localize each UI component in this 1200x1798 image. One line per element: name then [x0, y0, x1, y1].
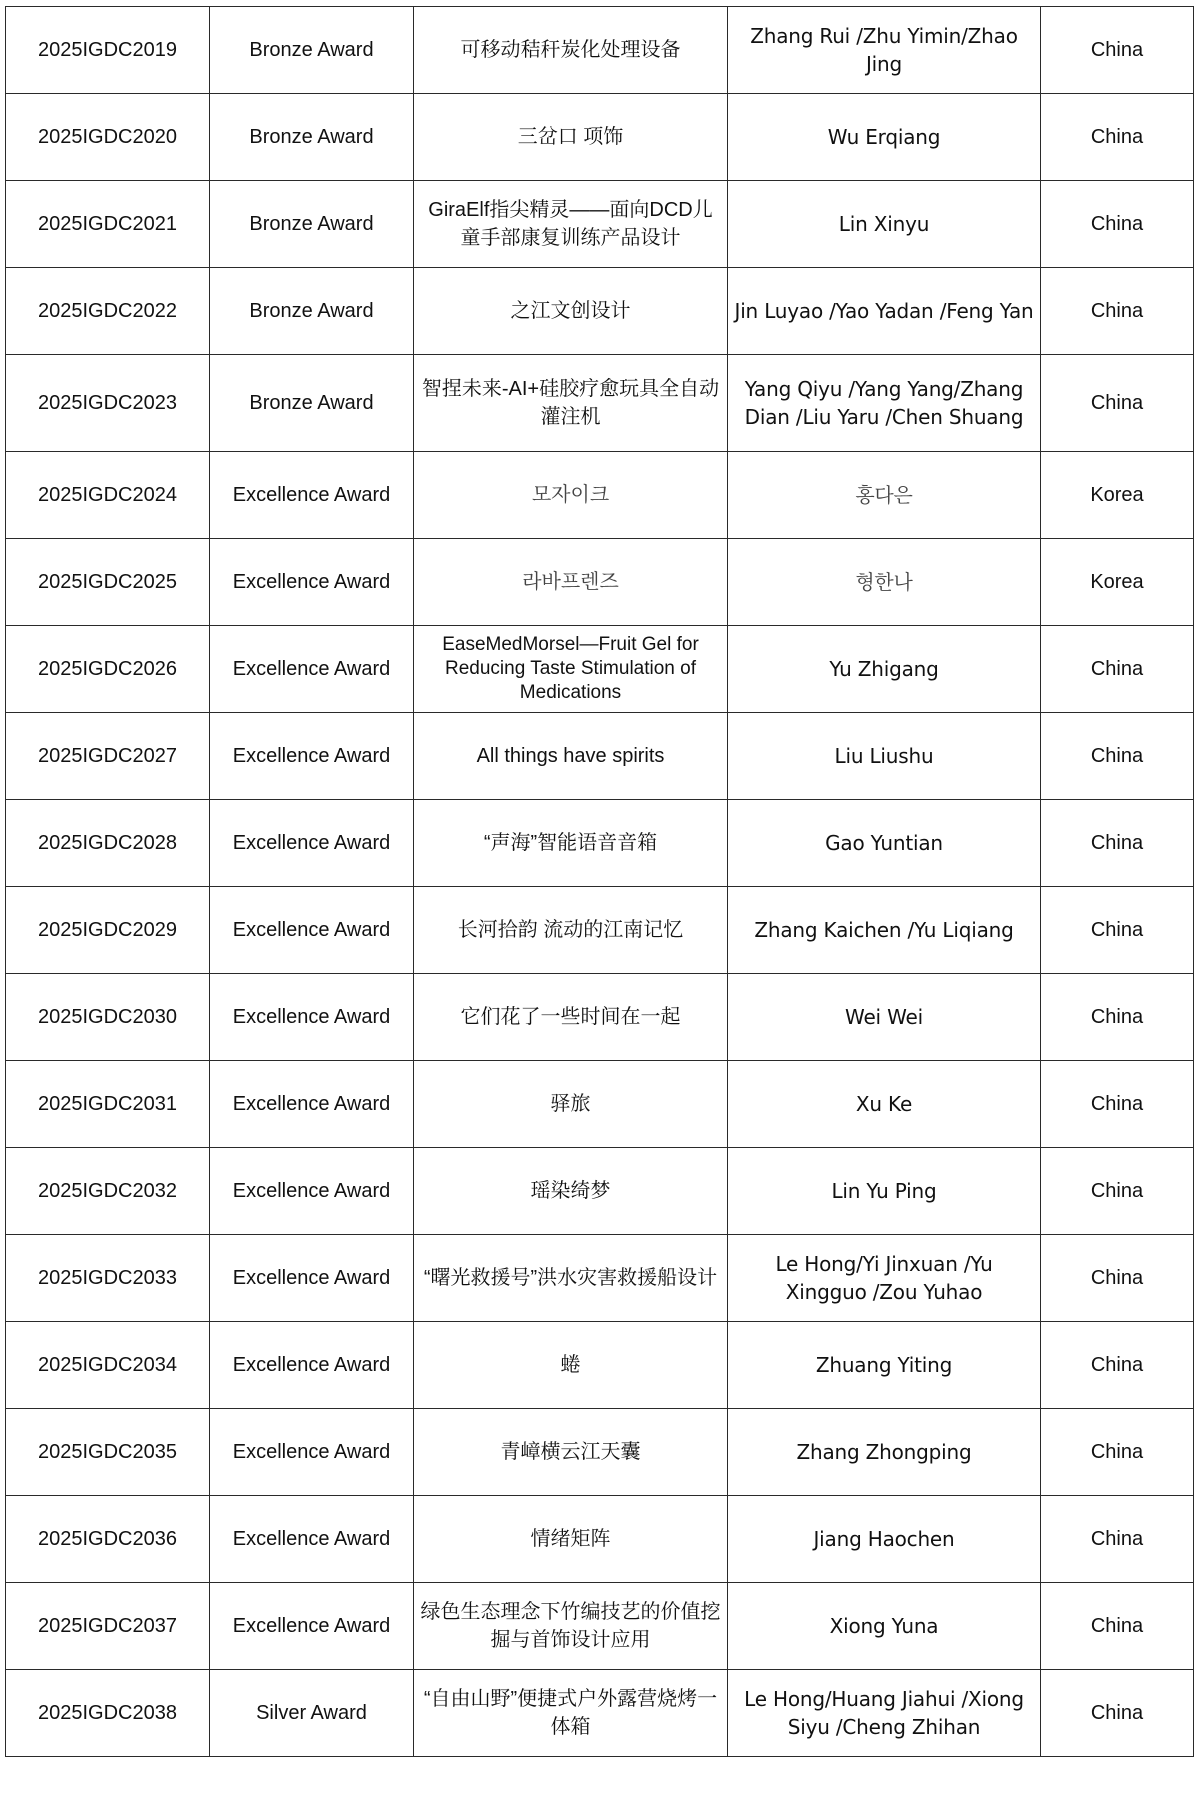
designer-names: Yang Qiyu /Yang Yang/Zhang Dian /Liu Yaru /Chen Shuang [728, 355, 1041, 452]
country: China [1041, 1496, 1194, 1583]
designer-names: Lin Yu Ping [728, 1148, 1041, 1235]
entry-id: 2025IGDC2021 [6, 181, 210, 268]
award-level: Excellence Award [210, 1496, 414, 1583]
country: China [1041, 268, 1194, 355]
country: China [1041, 7, 1194, 94]
entry-id: 2025IGDC2024 [6, 452, 210, 539]
entry-id: 2025IGDC2026 [6, 626, 210, 713]
table-row [6, 800, 1194, 887]
designer-names: Yu Zhigang [728, 626, 1041, 713]
entry-id: 2025IGDC2032 [6, 1148, 210, 1235]
work-title: “曙光救援号”洪水灾害救援船设计 [414, 1235, 728, 1322]
designer-names: 홍다은 [728, 452, 1041, 539]
table-row [6, 1061, 1194, 1148]
table-row [6, 452, 1194, 539]
table-row [6, 539, 1194, 626]
country: China [1041, 94, 1194, 181]
award-level: Excellence Award [210, 1583, 414, 1670]
country: China [1041, 1322, 1194, 1409]
work-title: 之江文创设计 [414, 268, 728, 355]
country: Korea [1041, 452, 1194, 539]
country: China [1041, 1409, 1194, 1496]
designer-names: 형한나 [728, 539, 1041, 626]
designer-names: Wu Erqiang [728, 94, 1041, 181]
country: China [1041, 626, 1194, 713]
entry-id: 2025IGDC2027 [6, 713, 210, 800]
table-row [6, 94, 1194, 181]
table-row [6, 887, 1194, 974]
work-title: “声海”智能语音音箱 [414, 800, 728, 887]
work-title: 蜷 [414, 1322, 728, 1409]
award-level: Excellence Award [210, 1409, 414, 1496]
table-row [6, 1583, 1194, 1670]
entry-id: 2025IGDC2019 [6, 7, 210, 94]
designer-names: Le Hong/Yi Jinxuan /Yu Xingguo /Zou Yuhao [728, 1235, 1041, 1322]
designer-names: Xu Ke [728, 1061, 1041, 1148]
award-level: Excellence Award [210, 974, 414, 1061]
designer-names: Zhang Kaichen /Yu Liqiang [728, 887, 1041, 974]
table-row [6, 974, 1194, 1061]
award-level: Excellence Award [210, 452, 414, 539]
country: China [1041, 1670, 1194, 1757]
country: China [1041, 887, 1194, 974]
entry-id: 2025IGDC2029 [6, 887, 210, 974]
entry-id: 2025IGDC2038 [6, 1670, 210, 1757]
country: China [1041, 1583, 1194, 1670]
entry-id: 2025IGDC2036 [6, 1496, 210, 1583]
award-level: Excellence Award [210, 1235, 414, 1322]
work-title: 它们花了一些时间在一起 [414, 974, 728, 1061]
entry-id: 2025IGDC2033 [6, 1235, 210, 1322]
entry-id: 2025IGDC2035 [6, 1409, 210, 1496]
work-title: 驿旅 [414, 1061, 728, 1148]
work-title: 情绪矩阵 [414, 1496, 728, 1583]
award-level: Excellence Award [210, 626, 414, 713]
award-level: Bronze Award [210, 7, 414, 94]
designer-names: Wei Wei [728, 974, 1041, 1061]
country: Korea [1041, 539, 1194, 626]
entry-id: 2025IGDC2034 [6, 1322, 210, 1409]
country: China [1041, 974, 1194, 1061]
award-level: Excellence Award [210, 539, 414, 626]
table-row [6, 355, 1194, 452]
award-level: Excellence Award [210, 800, 414, 887]
work-title: 智捏未来-AI+硅胶疗愈玩具全自动灌注机 [414, 355, 728, 452]
award-level: Excellence Award [210, 887, 414, 974]
designer-names: Zhuang Yiting [728, 1322, 1041, 1409]
country: China [1041, 713, 1194, 800]
work-title: 可移动秸秆炭化处理设备 [414, 7, 728, 94]
designer-names: Zhang Zhongping [728, 1409, 1041, 1496]
work-title: “自由山野”便捷式户外露营烧烤一体箱 [414, 1670, 728, 1757]
designer-names: Jin Luyao /Yao Yadan /Feng Yan [728, 268, 1041, 355]
entry-id: 2025IGDC2028 [6, 800, 210, 887]
entry-id: 2025IGDC2023 [6, 355, 210, 452]
work-title: 三岔口 项饰 [414, 94, 728, 181]
award-level: Excellence Award [210, 713, 414, 800]
designer-names: Liu Liushu [728, 713, 1041, 800]
entry-id: 2025IGDC2022 [6, 268, 210, 355]
table-row [6, 1322, 1194, 1409]
entry-id: 2025IGDC2020 [6, 94, 210, 181]
table-row [6, 181, 1194, 268]
designer-names: Le Hong/Huang Jiahui /Xiong Siyu /Cheng Zhihan [728, 1670, 1041, 1757]
table-row [6, 1235, 1194, 1322]
award-level: Excellence Award [210, 1061, 414, 1148]
designer-names: Xiong Yuna [728, 1583, 1041, 1670]
work-title: GiraElf指尖精灵——面向DCD儿童手部康复训练产品设计 [414, 181, 728, 268]
table-row [6, 1670, 1194, 1757]
work-title: 长河拾韵 流动的江南记忆 [414, 887, 728, 974]
award-level: Bronze Award [210, 355, 414, 452]
entry-id: 2025IGDC2030 [6, 974, 210, 1061]
work-title: EaseMedMorsel—Fruit Gel for Reducing Taste Stimulation of Medications [414, 626, 728, 713]
award-level: Excellence Award [210, 1148, 414, 1235]
designer-names: Lin Xinyu [728, 181, 1041, 268]
table-row [6, 7, 1194, 94]
table-row [6, 268, 1194, 355]
work-title: 라바프렌즈 [414, 539, 728, 626]
designer-names: Jiang Haochen [728, 1496, 1041, 1583]
entry-id: 2025IGDC2031 [6, 1061, 210, 1148]
award-level: Bronze Award [210, 94, 414, 181]
country: China [1041, 1148, 1194, 1235]
designer-names: Zhang Rui /Zhu Yimin/Zhao Jing [728, 7, 1041, 94]
work-title: 青嶂横云江天囊 [414, 1409, 728, 1496]
country: China [1041, 355, 1194, 452]
table-row [6, 1409, 1194, 1496]
table-row [6, 1496, 1194, 1583]
work-title: 绿色生态理念下竹编技艺的价值挖掘与首饰设计应用 [414, 1583, 728, 1670]
entry-id: 2025IGDC2037 [6, 1583, 210, 1670]
work-title: All things have spirits [414, 713, 728, 800]
designer-names: Gao Yuntian [728, 800, 1041, 887]
country: China [1041, 800, 1194, 887]
country: China [1041, 1235, 1194, 1322]
table-row [6, 1148, 1194, 1235]
work-title: 瑶染绮梦 [414, 1148, 728, 1235]
table-row [6, 713, 1194, 800]
award-level: Bronze Award [210, 181, 414, 268]
entry-id: 2025IGDC2025 [6, 539, 210, 626]
awards-table [5, 6, 1194, 1757]
award-level: Silver Award [210, 1670, 414, 1757]
award-level: Excellence Award [210, 1322, 414, 1409]
country: China [1041, 181, 1194, 268]
award-level: Bronze Award [210, 268, 414, 355]
work-title: 모자이크 [414, 452, 728, 539]
country: China [1041, 1061, 1194, 1148]
table-row [6, 626, 1194, 713]
